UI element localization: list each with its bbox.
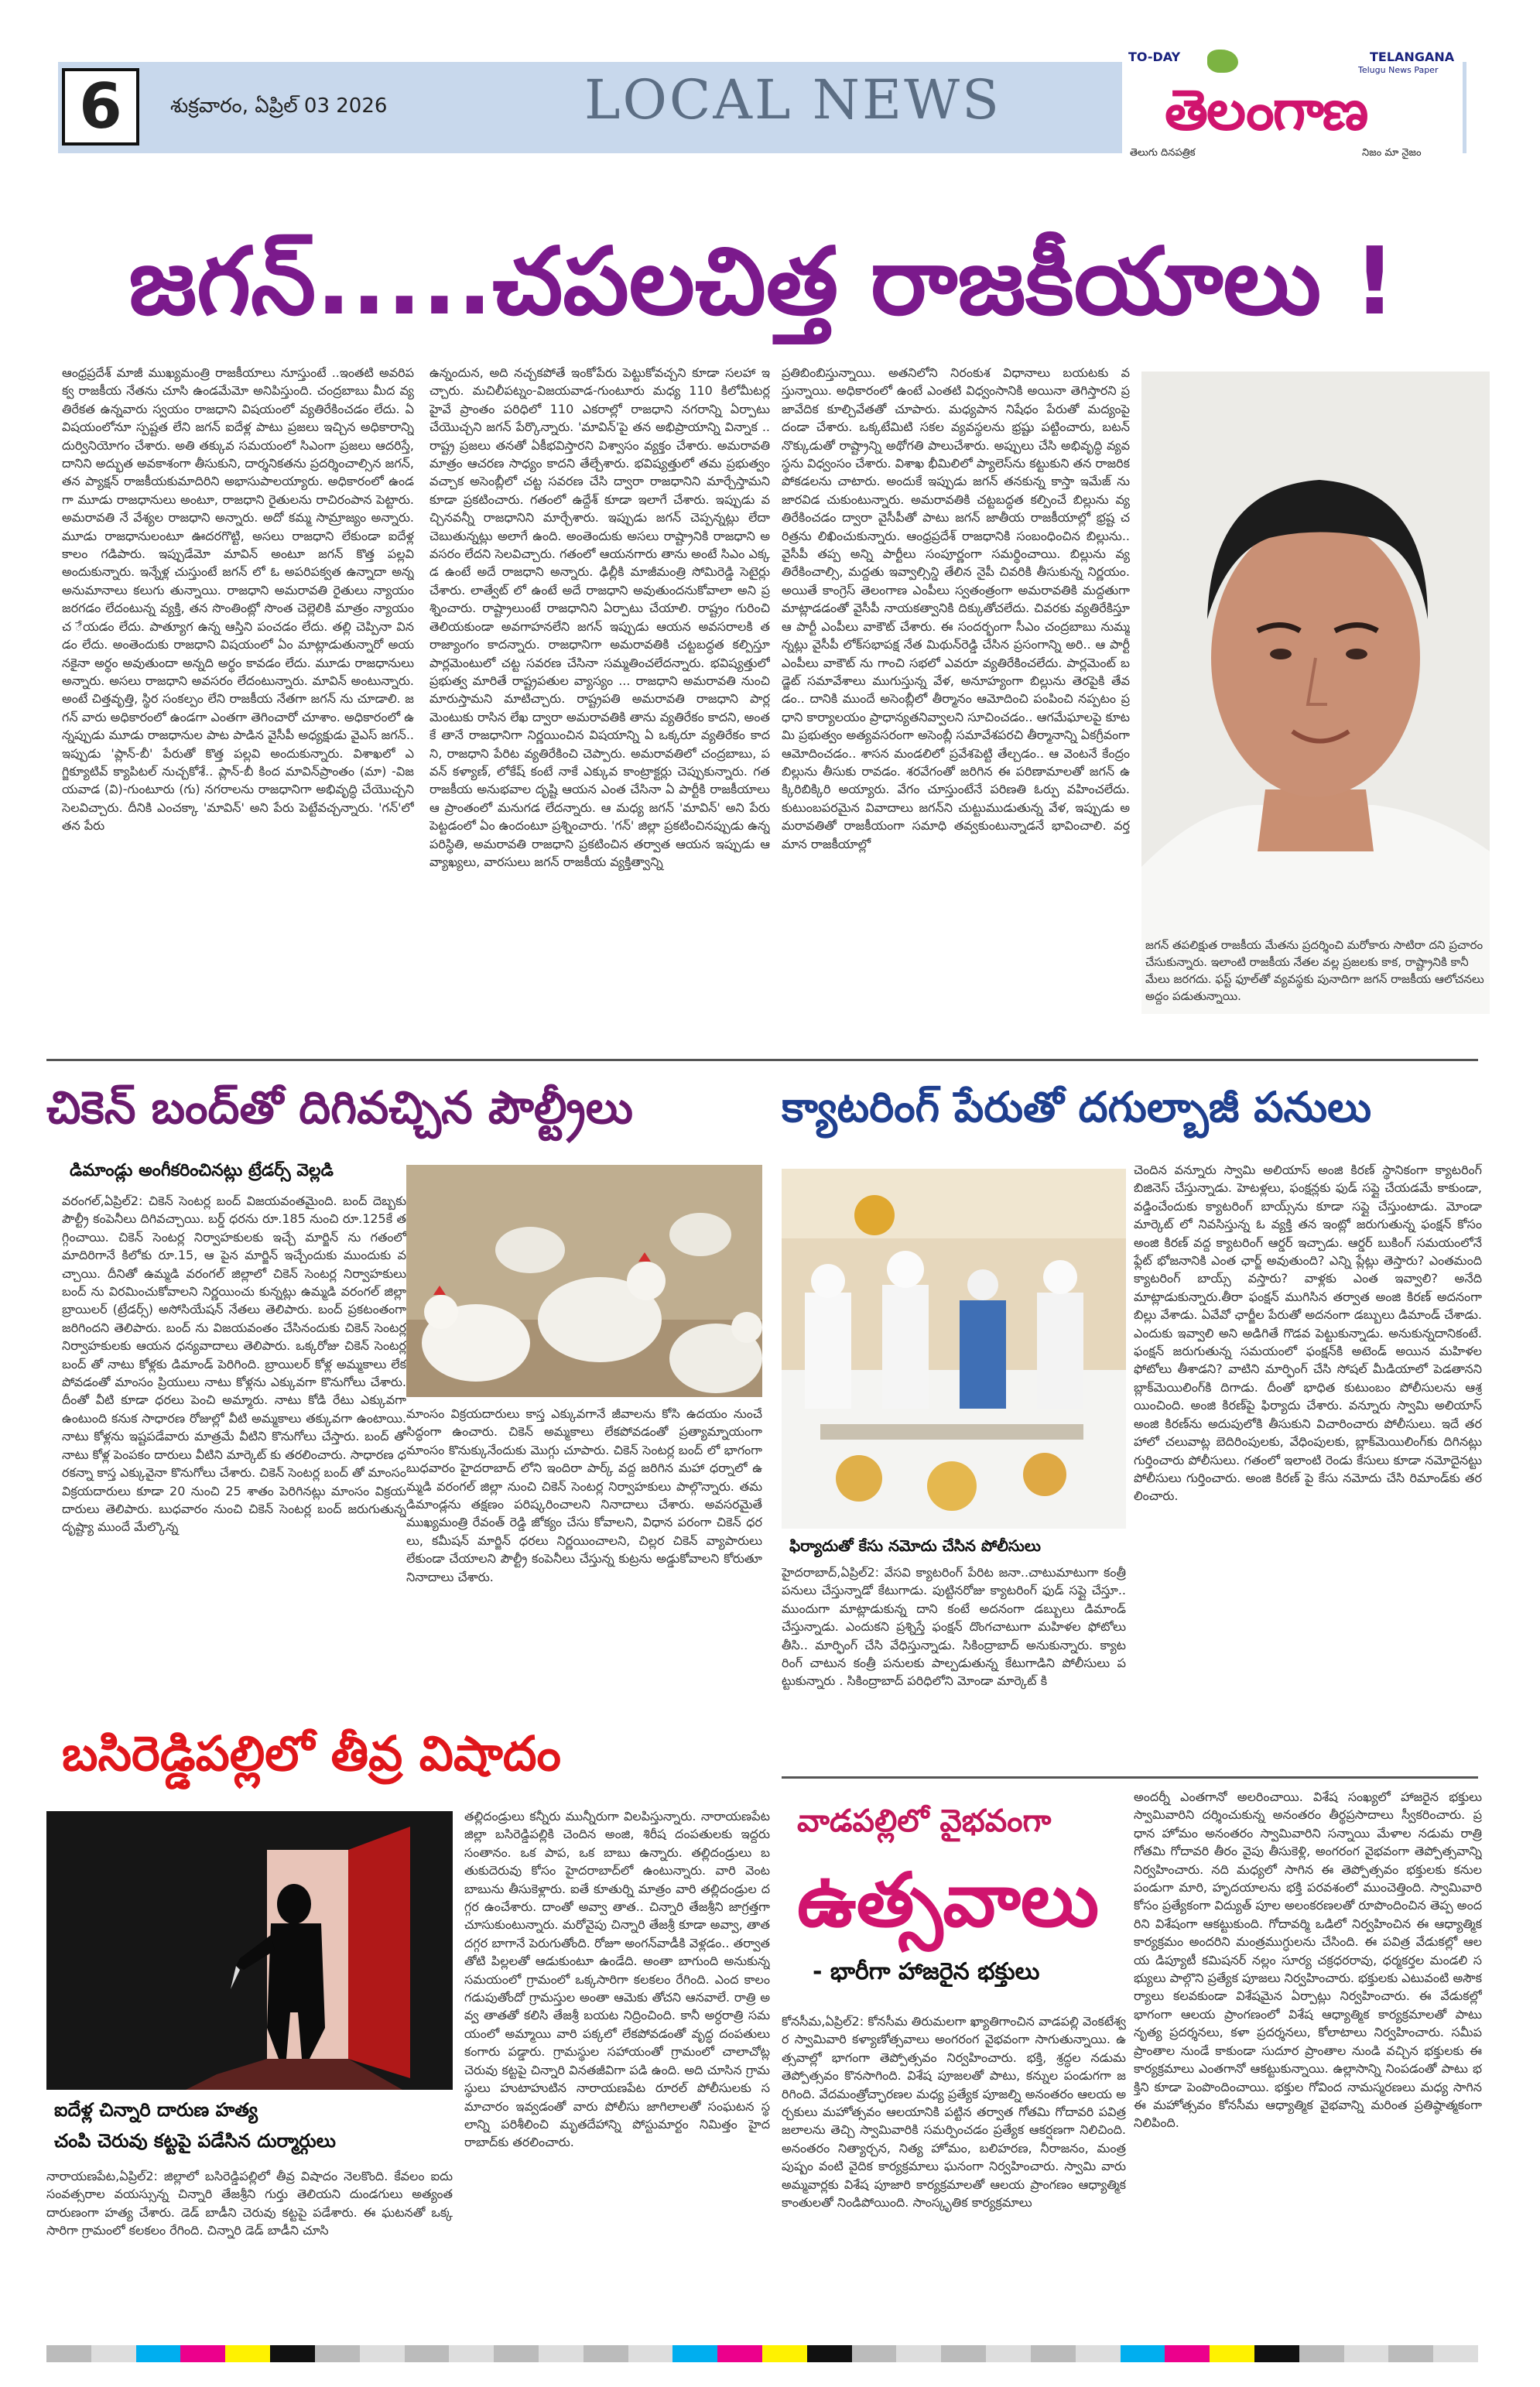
crime-photo bbox=[46, 1811, 453, 2090]
festival-column-2: అందర్నీ ఎంతగానో అలరించాయి. విశేష సంఖ్యలో హాజరైన భక్తులు స్వామివారిని దర్శించుకున్న అనంతరం తీర్థప్రసాదాలు స్వీకరించారు. ప్రధాన హోమం అనంతరం స్వామివారిని సన్నాయి మేళాల నడుమ రాత్రి గోతమి గోదావరి తీరం వైపు తీసుకెళ్లి, అంగరంగ వైభవంగా తెప్పోత్సవాన్ని నిర్వహించారు. నది మధ్యలో సాగిన ఈ తెప్పోత్సవం భక్తులకు కనుల పండుగా మారి, హృదయాలను భక్తి పరవశంలో ముంచెత్తింది. స్వామివారి కోసం ప్రత్యేకంగా విద్యుత్ పూల అలంకరణలతో రూపొందించిన తెప్ప అందరిని విశేషంగా ఆకట్టుకుంది. గోదావర్మి ఒడిలో నిర్వహించిన ఈ ఆధ్యాత్మిక కార్యక్రమం అందరిని మంత్రముగ్ధులను చేసింది. ఈ పవిత్ర వేడుకల్లో ఆలయ డిప్యూటీ కమిషనర్ నల్లం సూర్య చక్రధరరావు, ధర్మకర్తల మండలి సభ్యులు పాల్గొని ప్రత్యేక పూజలు నిర్వహించారు. భక్తులకు ఎటువంటి అసౌకర్యాలు కలవకుండా విశేషమైన ఏర్పాట్లు నిర్వహించారు. ఈ వేడుకల్లో భాగంగా ఆలయ ప్రాంగణంలో విశేష ఆధ్యాత్మిక కార్యక్రమాలతో పాటు నృత్య ప్రదర్శనలు, కళా ప్రదర్శనలు, కోలాటాలు నిర్వహించారు. సమీప ప్రాంతాల నుండే కాకుండా సుదూర ప్రాంతాల నుండి వచ్చిన భక్తులకు ఈ కార్యక్రమాలు ఎంతగానో ఆకట్టుకున్నాయి. ఉల్లాసాన్ని నింపడంతో పాటు భక్తిని కూడా పెంపొందించాయి. భక్తుల గోవింద నామస్మరణలు మధ్య సాగిన ఈ మహోత్సవం కోనసీమ ఆధ్యాత్మిక వైభవాన్ని మరింత ప్రతిష్ఠాత్మకంగా నిలిపింది. bbox=[1134, 1789, 1482, 2131]
poultry-column-1: వరంగల్,ఏప్రిల్2: చికెన్ సెంటర్ల బంద్ విజయవంతమైంది. బంద్ దెబ్బకు పౌల్ట్రీ కంపెనీలు దిగివచ్చాయి. బర్డ్ ధరను రూ.185 నుంచి రూ.125కే తగ్గించాయి. చికెన్ సెంటర్ల నిర్వాహకులకు ఇచ్చే మార్జిన్ ను గతంలో మాదిరిగానే కిలోకు రూ.15, ఆ పైన మార్జిన్ ఇచ్చేందుకు ముందుకు వచ్చాయి. దీనితో ఉమ్మడి వరంగల్ జిల్లాలో చికెన్ సెంటర్ల నిర్వాహకులు బంద్ ను విరమించుకోవాలని నిర్ణయించు కున్నట్లు ఉమ్మడి వరంగల్ జిల్లా బ్రాయిలర్ (ట్రేడర్స్) అసోసియేషన్ నేతలు తెలిపారు. బంద్ ప్రకటంతంగా జరిగిందని తెలిపారు. బంద్ ను విజయవంతం చేసినందుకు చికెన్ సెంటర్ల నిర్వాహకులకు ఆయన ధన్యవాదాలు తెలిపారు. ఒక్కరోజు చికెన్ సెంటర్ల బంద్ తో నాటు కోళ్లకు డిమాండ్ పెరిగింది. బ్రాయిలర్ కోళ్ల అమ్మకాలు లేకపోవడంతో మాంసం ప్రియులు నాటు కోళ్లను ఎక్కువగా కొనుగోలు చేశారు. దీంతో వీటి కూడా ధరలు పెంచి అమ్మారు. నాటు కోడి రేటు ఎక్కువగా ఉంటుంది కనుక సాధారణ రోజుల్లో వీటి అమ్మకాలు తక్కువగా ఉంటాయి. నాటు కోళ్లను ఇష్టపడేవారు మాత్రమే వీటిని కొనుగోలు చేస్తారు. బంద్ తో నాటు కోళ్ల పెంపకం దారులు వీటిని మార్కెట్ కు తరలించారు. సాధారణ ధరకన్నా కాస్త ఎక్కువైనా కొనుగోలు చేశారు. చికెన్ సెంటర్ల బంద్ తో మాంసం విక్రయదారులు కూడా 20 నుంచి 25 శాతం పెరిగినట్లు మాంసం విక్రయదారులు తెలిపారు. బుధవారం నుంచి చికెన్ సెంటర్ల బంద్ జరుగుతున్న దృష్ట్యా ముందే మేల్కొన్న bbox=[62, 1194, 406, 1535]
catering-headline: క్యాటరింగ్ పేరుతో దగుల్బాజీ పనులు bbox=[782, 1083, 1372, 1132]
tragedy-subhead: చంపి చెరువు కట్టపై పడేసిన దుర్మార్గులు bbox=[54, 2130, 336, 2152]
tragedy-kicker: ఐదేళ్ల చిన్నారి దారుణ హత్య bbox=[54, 2099, 258, 2121]
logo-name: తెలంగాణ bbox=[1165, 77, 1367, 142]
color-registration-strip bbox=[46, 2345, 1478, 2362]
logo-tagline-en: Telugu News Paper bbox=[1358, 65, 1439, 75]
poultry-headline: చికెన్ బంద్‌తో దిగివచ్చిన పౌల్ట్రీలు bbox=[46, 1081, 633, 1134]
catering-subhead: ఫిర్యాదుతో కేసు నమోదు చేసిన పోలీసులు bbox=[789, 1536, 1041, 1555]
lead-headline: జగన్.....చపలచిత్త రాజకీయాలు ! bbox=[128, 228, 1396, 336]
lead-column-3: ప్రతిబింబిస్తున్నాయి. అతనిలోని నిరంకుశ విధానాలు బయటకు వస్తున్నాయి. అధికారంలో ఉంటే ఎంతటి విధ్వంసానికి అయినా తెగిస్తారని ప్రజావేదిక కూల్చివేతతో చూపారు. మధ్యపాన నిషేధం పేరుతో మద్యంపై దండా చేశారు. ఒక్కటేమిటి సకల వ్యవస్థలను భ్రష్టు పట్టించారు, బటన్ నొక్కుడుతో రాష్ట్రాన్ని అథోగతి పాలుచేశారు. అప్పులు చేసి అభివృద్ధి వ్యవస్థను విధ్వంసం చేశారు. విశాఖ భీమిలిలో ప్యాలెస్‌ను కట్టుకుని తన రాజరిక పోకడలను చాటారు. అందుకే ఇప్పుడు జగన్ తనకున్న కాస్తా ఇమేజ్ ను జారవిడ చుకుంటున్నారు. అమరావతికి చట్టబద్ధత కల్పించే బిల్లును వ్యతిరేకించడం ద్వారా వైసీపీతో పాటు జగన్ జాతీయ రాజకీయాల్లో భ్రష్ట చరిత్రను లిఖించుకున్నారు. ఆంధ్రప్రదేశ్ రాజధానికి సంబంధించిన బిల్లును.. వైసీపీ తప్ప అన్ని పార్టీలు సంపూర్ణంగా సమర్థించాయి. బిల్లును వ్యతిరేకించాల్సి, మద్దతు ఇవ్వాల్సిన్డి తేలిన నైపీ చివరికి తీసుకున్న నిర్ణయం. అయితే కాంగ్రెస్ తెలంగాణ ఎంపీలు స్వతంత్రంగా అమరావతికి మద్దతుగా మాట్లాడడంతో వైసీపీ నాయకత్వానికి దిక్కుతోచలేదు. చివరకు వ్యతిరేకిస్తూ ఆ పార్టీ ఎంపీలు వాకౌట్ చేశారు. ఈ సందర్భంగా సీఎం చంద్రబాబు నుమ్మన్నట్లు వైసీపీ లోక్‌సభాపక్ష నేత మిథున్‌రెడ్డి చేసిన ప్రసంగాన్ని అరి.. ఆ పార్టీ ఎంపీలు వాకౌట్ ను గాంచి సభలో ఎవరూ వ్యతిరేకించలేదు. పార్లమెంట్ బడ్జెట్ సమావేశాలు ముగుస్తున్న వేళ, అనూహ్యంగా బిల్లును తెరపైకి తేవడం.. దానికి ముందే అసెంబ్లీలో తీర్మానం ఆమోదించి పంపించి నప్పటం ప్రధాని కార్యాలయం ప్రాధాన్యతనివ్వాలని సూచించడం.. ఆగమేఘాలపై కూటమి ప్రభుత్వం అత్యవసరంగా అసెంబ్లీ సమావేశపరచి తీర్మానాన్ని ఏకగ్రీవంగా ఆమోదించడం.. శాసన మండలిలో ప్రవేశపెట్టి తేల్చడం.. ఆ వెంటనే కేంద్రం బిల్లును తీసుకు రావడం. శరవేగంతో జరిగిన ఈ పరిణామాలతో జగన్ ఉక్కిరిబిక్కిరి అయ్యారు. వేగం చూస్తుంటేనే పరిణతి ఓర్పు వహించలేదు. కుటుంబపరమైన వివాదాలు జగన్‌ని చుట్టుముడుతున్న వేళ, ఇప్పుడు అమరావతితో రాజకీయంగా సమాధి తవ్వకుంటున్నాడనే భావించాలి. వర్తమాన రాజకీయాల్లో bbox=[782, 365, 1130, 851]
catering-column-2: చెందిన వన్నూరు స్వామి అలియాస్ అంజి కిరణ్ స్థానికంగా క్యాటరింగ్ బిజినెస్ చేస్తున్నాడు. హెటళ్లలు, ఫంక్షన్లకు ఫుడ్ సప్లై చేయడమే కాకుండా, వడ్డించేందుకు క్యాటరింగ్ బాయ్స్‌ను కూడా సప్లై చేస్తుంటాడు. మోండా మార్కెట్ లో నివసిస్తున్న ఓ వ్యక్తి తన ఇంట్లో జరుగుతున్న ఫంక్షన్ కోసం అంజి కిరణ్ వద్ద క్యాటరింగ్ ఆర్డర్ ఇచ్చాడు. ఆర్డర్ బుకింగ్ సమయంలోనే ఫ్లేట్ భోజనానికి ఎంత ఛార్జ్ అవుతుంది? ఎన్ని ప్లేట్లు తెస్తారు? ఎంతమంది క్యాటరింగ్ బాయ్స్ వస్తారు? వాళ్లకు ఎంత ఇవ్వాలి? అనేది మాట్లాడుకున్నారు.తీరా ఫంక్షన్ ముగిసిన తర్వాత అంజి కిరణ్ అదనంగా బిల్లు వేశాడు. ఏవేవో ఛార్జీల పేరుతో అదనంగా డబ్బులు డిమాండ్ చేశాడు. ఎందుకు ఇవ్వాలి అని అడిగితే గొడవ పెట్టుకున్నాడు. అనుకున్నదానికంటే. ఫంక్షన్ జరుగుతున్న సమయంలో ఫంక్షన్‌కి అటెండ్ అయిన మహిళల ఫోటోలు తీశాడని? వాటిని మార్ఫింగ్ చేసి సోషల్ మీడియాలో పెడతానని బ్లాక్‌మెయిలింగ్‌కి దిగాడు. దీంతో భాధిత కుటుంబం పోలీసులను ఆశ్రయించింది. అంజి కిరణ్‌పై ఫిర్యాదు చేశారు. వన్నూరు స్వామి అలియాస్ అంజి కిరణ్‌ను అదుపులోకి తీసుకుని విచారించారు పోలీసులు. ఇదే తరహాలో చలువాట్ల బెదిరింపులకు, వేధింపులకు, బ్లాక్‌మెయిలింగ్‌కు దిగినట్లు గుర్తించారు పోలీసులు. గతంలో ఇలాంటి రెండు కేసులు కూడా నమోదైనట్టు పోలీసులు గుర్తించారు. అంజి కిరణ్ పై కేసు నమోదు చేసి రిమాండ్‌కు తరలించారు. bbox=[1134, 1163, 1482, 1504]
catering-column-1: హైదరాబాద్,ఏప్రిల్2: వేసవి క్యాటరింగ్ పేరిట జనా..చాటుమాటుగా కంత్రీ పనులు చేస్తున్నాడో కేటుగాడు. పుట్టినరోజు క్యాటరింగ్ ఫుడ్ సప్లై చేస్తూ.. ముందుగా మాట్లాడుకున్న దాని కంటే అదనంగా డబ్బులు డిమాండ్ చేస్తున్నాడు. ఎందుకని ప్రశ్నిస్తే ఫంక్షన్ దొంగచాటుగా మహిళల ఫోటోలు తీసి.. మార్ఫింగ్ చేసి వేధిస్తున్నాడు. సికింద్రాబాద్ అనుకున్నారు. క్యాటరింగ్ చాటున కంత్రీ పనులకు పాల్పడుతున్న కేటుగాడిని పోలీసులు పట్టుకున్నారు . సికింద్రాబాద్ పరిధిలోని మోండా మార్కెట్ కి bbox=[782, 1565, 1126, 1689]
section-divider bbox=[46, 1059, 1478, 1061]
chicken-photo bbox=[406, 1165, 762, 1397]
poultry-subhead: డిమాండ్లు అంగీకరించినట్లు ట్రేడర్స్ వెల్లడి bbox=[70, 1161, 334, 1180]
lead-column-1: ఆంధ్రప్రదేశ్ మాజీ ముఖ్యమంత్రి రాజకీయాలు నూస్తుంటే ..ఇంతటి అవరిపక్వ రాజకీయ నేతను చూసి ఉండమేమో అనిపిస్తుంది. చంద్రబాబు మీద వ్యతిరేకత ఉన్నవారు స్వయం రాజధాని విషయంలో వ్యతిరేకించడం లేదు. ఏ విషయంలోనూ స్పష్టత లేని జగన్ ఐదేళ్ల పాటు ప్రజలు ఇచ్చిన అధికారాన్ని దుర్వినియోగం చేశారు. అతి తక్కువ సమయంలో సిఎంగా ప్రజలు ఆదరిస్తే, దానిని అద్భుత అవకాశంగా తీసుకుని, దార్శనికతను ప్రదర్శించాల్సిన జగన్, తన ప్యాక్షన్ రాజకీయకుమాదిరిని అభాసుపాలయ్యారు. అధికారంలో ఉండగా మూడు రాజధానులు అంటూ, రాజధాని రైతులను రాచిరంపాన పెట్టారు. అమరావతి నే వేశ్యల రాజధాని అన్నారు. అదో కమ్మ సామ్రాజ్యం అన్నారు. మూడు రాజధానులంటూ ఊదరగొట్టి, అసలు రాజధాని లేకుండా ఐదేళ్ల కాలం గడిపారు. ఇప్పుడేమో మావిన్ అంటూ జగన్ కొత్త పల్లవి అందుకున్నారు. ఇన్నేళ్ల చుస్తుంటే జగన్ లో ఓ అపరిపక్వత ఉన్నాదా అన్న అనుమానాలు కలుగు తున్నాయి. రాజధాని అమరావతి రైతులు న్యాయం జరగడం లేదంటున్న వ్యక్తి, తన సొంతింట్లో సొంత చెల్లెలికి మాత్రం న్యాయం చ ేయడం లేదు. పాత్యూగ ఉన్న ఆస్తిని పంచడం లేదు. తల్లి చెప్పినా వినడం లేదు. అంతెందుకు రాజధాని విషయంలో ఏం మాట్లాడుతున్నారో అయనకైనా అర్థం అవుతుందా అన్నది అర్థం కావడం లేదు. మూడు రాజధానులు అన్నారు. అసలు రాజధాని అవసరం లేదంటున్నారు. మావిన్ అంటున్నారు. అంటే చిత్తవృత్తి, స్థిర సంకల్పం లేని రాజకీయ నేతగా జగన్ ను చూడాలి. జగన్ వారు అధికారంలో ఉండగా ఎంతగా తెగించారో చూశాం. అధికారంలో ఉన్నప్పుడు మూడు రాజధానుల పాట పాడిన వైసీపీ అధ్యక్షుడు వైఎస్ జగన్.. ఇప్పుడు 'ప్లాన్-బీ' పేరుతో కొత్త పల్లవి అందుకున్నారు. విశాఖలో ఎగ్జిక్యూటివ్ క్యాపిటల్ నుచ్చకోశే.. ప్లాన్-బీ కింద మావిన్‌ప్రాంతం (మా) -విజయవాడ (వి)-గుంటూరు (గు) నగరాలను రాజధానిగా అభివృద్ధి చేయొచ్చని సెలవిచ్చారు. దీనికి ఎంచక్కా 'మావిన్' అని పేరు పెట్టేవచ్చన్నారు. 'గన్'లో తన పేరు bbox=[62, 365, 414, 834]
festival-column-1: కోనసీమ,ఏప్రిల్2: కోనసీమ తిరుమలగా ఖ్యాతిగాంచిన వాడపల్లి వెంకటేశ్వర స్వామివారి కళ్యాణోత్సవాలు అంగరంగ వైభవంగా సాగుతున్నాయి. ఉత్సవాల్లో భాగంగా తెప్పోత్సవం నిర్వహించారు. భక్తి, శ్రద్ధల నడుమ తెప్పోత్సవం కొనసాగింది. విశేష పూజలతో పాటు, కన్నుల పండుగగా జరిగింది. వేదమంత్రోచ్ఛారణల మధ్య ప్రత్యేక పూజల్ని అనంతరం ఆలయ అర్చకులు మహోత్సవం ఆలయానికి పట్టిన తర్వాత గోతమి గోదావరి పవిత్ర జలాలను తెచ్చి స్వామివారికి సమర్పించడం ప్రత్యేక ఆకర్షణగా నిలిచింది. అనంతరం నిత్యార్చన, నిత్య హోమం, బలిహరణ, నీరాజనం, మంత్రపుష్పం వంటి వైదిక కార్యక్రమాలు ఘనంగా నిర్వహించారు. స్వామి వారు అమ్మవార్లకు విశేష పూజారి కార్యక్రమాలతో ఆలయ ప్రాంగణం ఆధ్యాత్మిక కాంతులతో నిండిపోయింది. సాంస్కృతిక కార్యక్రమాలు bbox=[782, 2014, 1126, 2211]
issue-date: శుక్రవారం, ఏప్రిల్ 03 2026 bbox=[170, 94, 388, 118]
catering-photo bbox=[782, 1169, 1126, 1529]
section-divider bbox=[782, 1776, 1478, 1779]
tragedy-column-1: నారాయణపేట,ఏప్రిల్2: జిల్లాలో బసిరెడ్డిపల్లిలో తీవ్ర విషాదం నెలకొంది. కేవలం ఐదు సంవత్సరాల వయస్సున్న చిన్నారి తేజశ్రీని గుర్తు తెలియని దుండగులు అత్యంత దారుణంగా హత్య చేశారు. డెడ్ బాడీని చెరువు కట్టపై పడేశారు. ఈ ఘటనతో ఒక్కసారిగా గ్రామంలో కలకలం రేగింది. చిన్నారి డెడ్ బాడీని చూసి bbox=[46, 2169, 453, 2238]
logo-tag-right: నిజం మా నైజం bbox=[1362, 147, 1422, 159]
telangana-map-icon bbox=[1207, 50, 1238, 73]
festival-kicker: వాడపల్లిలో వైభవంగా bbox=[797, 1803, 1052, 1839]
tragedy-column-2: తల్లిదండ్రులు కన్నీరు మున్నీరుగా విలపిస్తున్నారు. నారాయణపేట జిల్లా బసిరెడ్డిపల్లికి చెందిన అంజి, శిరీష దంపతులకు ఇద్దరు సంతానం. ఒక పాప, ఒక బాబు ఉన్నారు. తల్లిదండ్రులు బతుకుదెరువు కోసం హైదరాబాద్‌లో ఉంటున్నారు. వారి వెంట బాబును తీసుకెళ్లారు. ఐతే కూతుర్ని మాత్రం వారి తల్లిదండ్రుల దగ్గర ఉంచేశారు. దాంతో అవ్వా తాత.. చిన్నారి తేజశ్రీని జాగ్రత్తగా చూసుకుంటున్నారు. మరోవైపు చిన్నారి తేజశ్రీ కూడా అవ్వా, తాత దగ్గర బాగానే పెరుగుతోంది. రోజూ అంగన్‌వాడీకి వెళ్లడం.. తర్వాత తోటి పిల్లలతో ఆడుకుంటూ ఉండేది. అంతా బాగుంది అనుకున్న సమయంలో గ్రామంలో ఒక్కసారిగా కలకలం రేగింది. ఎంద కాలం గడుపుతోందో గ్రామస్తుల అంతా ఆమెకు తోచని ఆనవాలే. రాత్రి అవ్వ తాతతో కలిసి తేజశ్రీ బయట నిద్రించింది. కానీ అర్ధరాత్రి సమయంలో అమ్మాయి వారి పక్కలో లేకపోవడంతో వృద్ధ దంపతులు కంగారు పడ్డారు. గ్రామస్థుల సహాయంతో గ్రామంలో చాలాచోట్ల చెరువు కట్టపై చిన్నారి వినతజీవిగా పడి ఉంది. అది చూసిన గ్రామస్థులు హుటాహుటిన నారాయణపేట రూరల్ పోలీసులకు సమాచారం ఇవ్వడంతో వారు పోలీసు జాగిలాలతో సంఘటన స్థలాన్ని పరిశీలించి మృతదేహాన్ని పోస్టుమార్టం నిమిత్తం హైదరాబాద్‌కు తరలించారు. bbox=[464, 1809, 770, 2150]
lead-photo-caption: జగన్ తపలిక్షుత రాజకీయ మేతను ప్రదర్శించి మరోకారు సాటిరా దని ప్రచారం చేసుకున్నారు. ఇలాంటి రాజకీయ నేతల వల్ల ప్రజలకు కాక, రాష్ట్రానికి కానీ మేలు జరగదు. ఫస్ట్ ఫూల్‌తో వ్యవస్థకు పునాదిగా జగన్ రాజకీయ ఆలోచనలు అద్దం పడుతున్నాయి. bbox=[1145, 938, 1484, 1003]
tragedy-headline: బసిరెడ్డిపల్లిలో తీవ్ర విషాదం bbox=[62, 1725, 561, 1782]
page-number: 6 bbox=[62, 68, 139, 146]
jagan-photo bbox=[1141, 372, 1490, 1014]
logo-state: TELANGANA bbox=[1370, 50, 1455, 64]
logo-tag-left: తెలుగు దినపత్రిక bbox=[1130, 147, 1196, 159]
poultry-column-2: మాంసం విక్రయదారులు కాస్త ఎక్కువగానే జీవాలను కోసి ఉదయం నుంచే సిద్ధంగా ఉంచారు. చికెన్ అమ్మకాలు లేకపోవడంతో ప్రత్యామ్నాయంగా మాంసం కొనుక్కునేందుకు మొగ్గు చూపారు. చికెన్ సెంటర్ల బంద్ లో భాగంగా బుధవారం హైదరాబాద్ లోని ఇందిరా పార్క్ వద్ద జరిగిన మహా ధర్నాలో ఉమ్మడి వరంగల్ జిల్లా నుంచి చికెన్ సెంటర్ల నిర్వాహకులు పాల్గొన్నారు. తమ డిమాండ్లను తక్షణం పరిష్కరించాలని నినాదాలు చేశారు. అవసరమైతే ముఖ్యమంత్రి రేవంత్ రెడ్డి జోక్యం చేసు కోవాలని, విధాన పరంగా చికెన్ ధరలు, కమీషన్ మార్జిన్ ధరలు నిర్ణయించాలని, చిల్లర చికెన్ వ్యాపారులు లేకుండా చేయాలని పౌల్ట్రీ కంపెనీలు చేస్తున్న కుట్రను అడ్డుకోవాలని కోరుతూ నినాదాలు చేశారు. bbox=[406, 1406, 762, 1584]
logo-today: TO-DAY bbox=[1128, 50, 1181, 64]
section-title: LOCAL NEWS bbox=[584, 68, 1001, 132]
festival-headline: ఉత్సవాలు bbox=[797, 1857, 1100, 1944]
lead-column-2: ఉన్నందున, అది నచ్చకపోతే ఇంకోపేరు పెట్టుకోవచ్చని కూడా సలహా ఇచ్చారు. మచిలీపట్నం-విజయవాడ-గుంటూరు మధ్య 110 కిలోమీటర్ల హైవే ప్రాంతం పరిధిలో 110 ఎకరాల్లో రాజధాని నగరాన్ని ఏర్పాటు చేయొచ్చని జగన్ పేర్కొన్నారు. 'మావిన్'పై తన అభిప్రాయాన్ని విన్నాక .. రాష్ట్ర ప్రజలు తనతో ఏకీభవిస్తారని విశ్వాసం వ్యక్తం చేశారు. అమరావతి మాత్రం ఆచరణ సాధ్యం కాదని తేల్చేశారు. భవిష్యత్తులో తమ ప్రభుత్వం వచ్చాక అసెంబ్లీలో చట్ట సవరణ చేసి ద్వారా రాజధానిని మార్చేస్తామని కూడా ప్రకటించారు. గతంలో ఉద్దేశ్ కూడా ఇలాగే చేశారు. ఇప్పుడు వచ్చినవన్నీ రాజధానిని మార్చేశారు. ఇప్పుడు జగన్ చెప్పన్నట్లు లేదా చెబుతున్నట్లు అలాగే ఉంది. అంతెందుకు అసలు రాష్ట్రానికి రాజధాని అవసరం లేదని సెలవిచ్చారు. గతంలో ఆయనగారు తాను అంటే సిఎం ఎక్కడ ఉంటే అదే రాజధాని అన్నారు. ఢిల్లీకి మాజీమంత్రి సోమిరెడ్డి సెటైర్లు చేశారు. లాత్వేట్ లో ఉంటే అదే రాజధాని అవుతుందనుకోవాలా అని ప్రశ్నించారు. రాష్ట్రాలుంటే రాజధానిని ఏర్పాటు చేయాలి. రాష్ట్రం గురించి తెలియకుండా అవగాహనలేని జగన్ ఇప్పుడు ఆయన అవసరాలకి తరాజ్యాంగం కాదన్నారు. రాజధానిగా అమరావతికి చట్టబద్ధత కల్పిస్తూ పార్లమెంటులో చట్ట సవరణ చేసినా సమ్మతించలేదన్నారు. భవిష్యత్తులో ప్రభుత్వ మారితే రాష్ట్రపతుల వ్యాస్యం ... రాజధాని అమరావతి నుంచి మారుస్తామని మాటిచ్చారు. రాష్ట్రపతి అమరావతి రాజధాని పార్లమెంటుకు రాసిన లేఖ ద్వారా అమరావతికి తాను వ్యతిరేకం కాదని, అంతకే తానే రాజధానిగా నిర్ణయించిన విషయాన్ని ఏ ఒక్కరూ వ్యతిరేకం కాదని, రాజధాని పేరిట వ్యతిరేకించి చెప్పారు. అమరావతిలో చంద్రబాబు, పవన్ కళ్యాణ్, లోకేష్ కంటే నాకే ఎక్కువ కాంట్రాక్టర్లు చెప్పుకున్నారు. గత రాజకీయ అనుభవాల దృష్టి ఆయన ఎంత చేసినా ఏ పార్టీకి రాజకీయాలు ఆ ప్రాంతంలో మనుగడ లేదన్నారు. ఆ మధ్య జగన్ 'మావిన్' అని పేరు పెట్టడంలో ఏం ఉందంటూ ప్రశ్నించారు. 'గన్' జిల్లా ప్రకటించినప్పుడు ఉన్న పరిస్థితి, అమరావతి రాజధాని ప్రకటించిన తర్వాత ఆయన ఇప్పుడు ఆ వ్యాఖ్యలు, వారసులు జగన్ రాజకీయ వ్యక్తిత్వాన్ని bbox=[429, 365, 770, 869]
festival-subhead: - భారీగా హాజరైన భక్తులు bbox=[813, 1958, 1040, 1985]
